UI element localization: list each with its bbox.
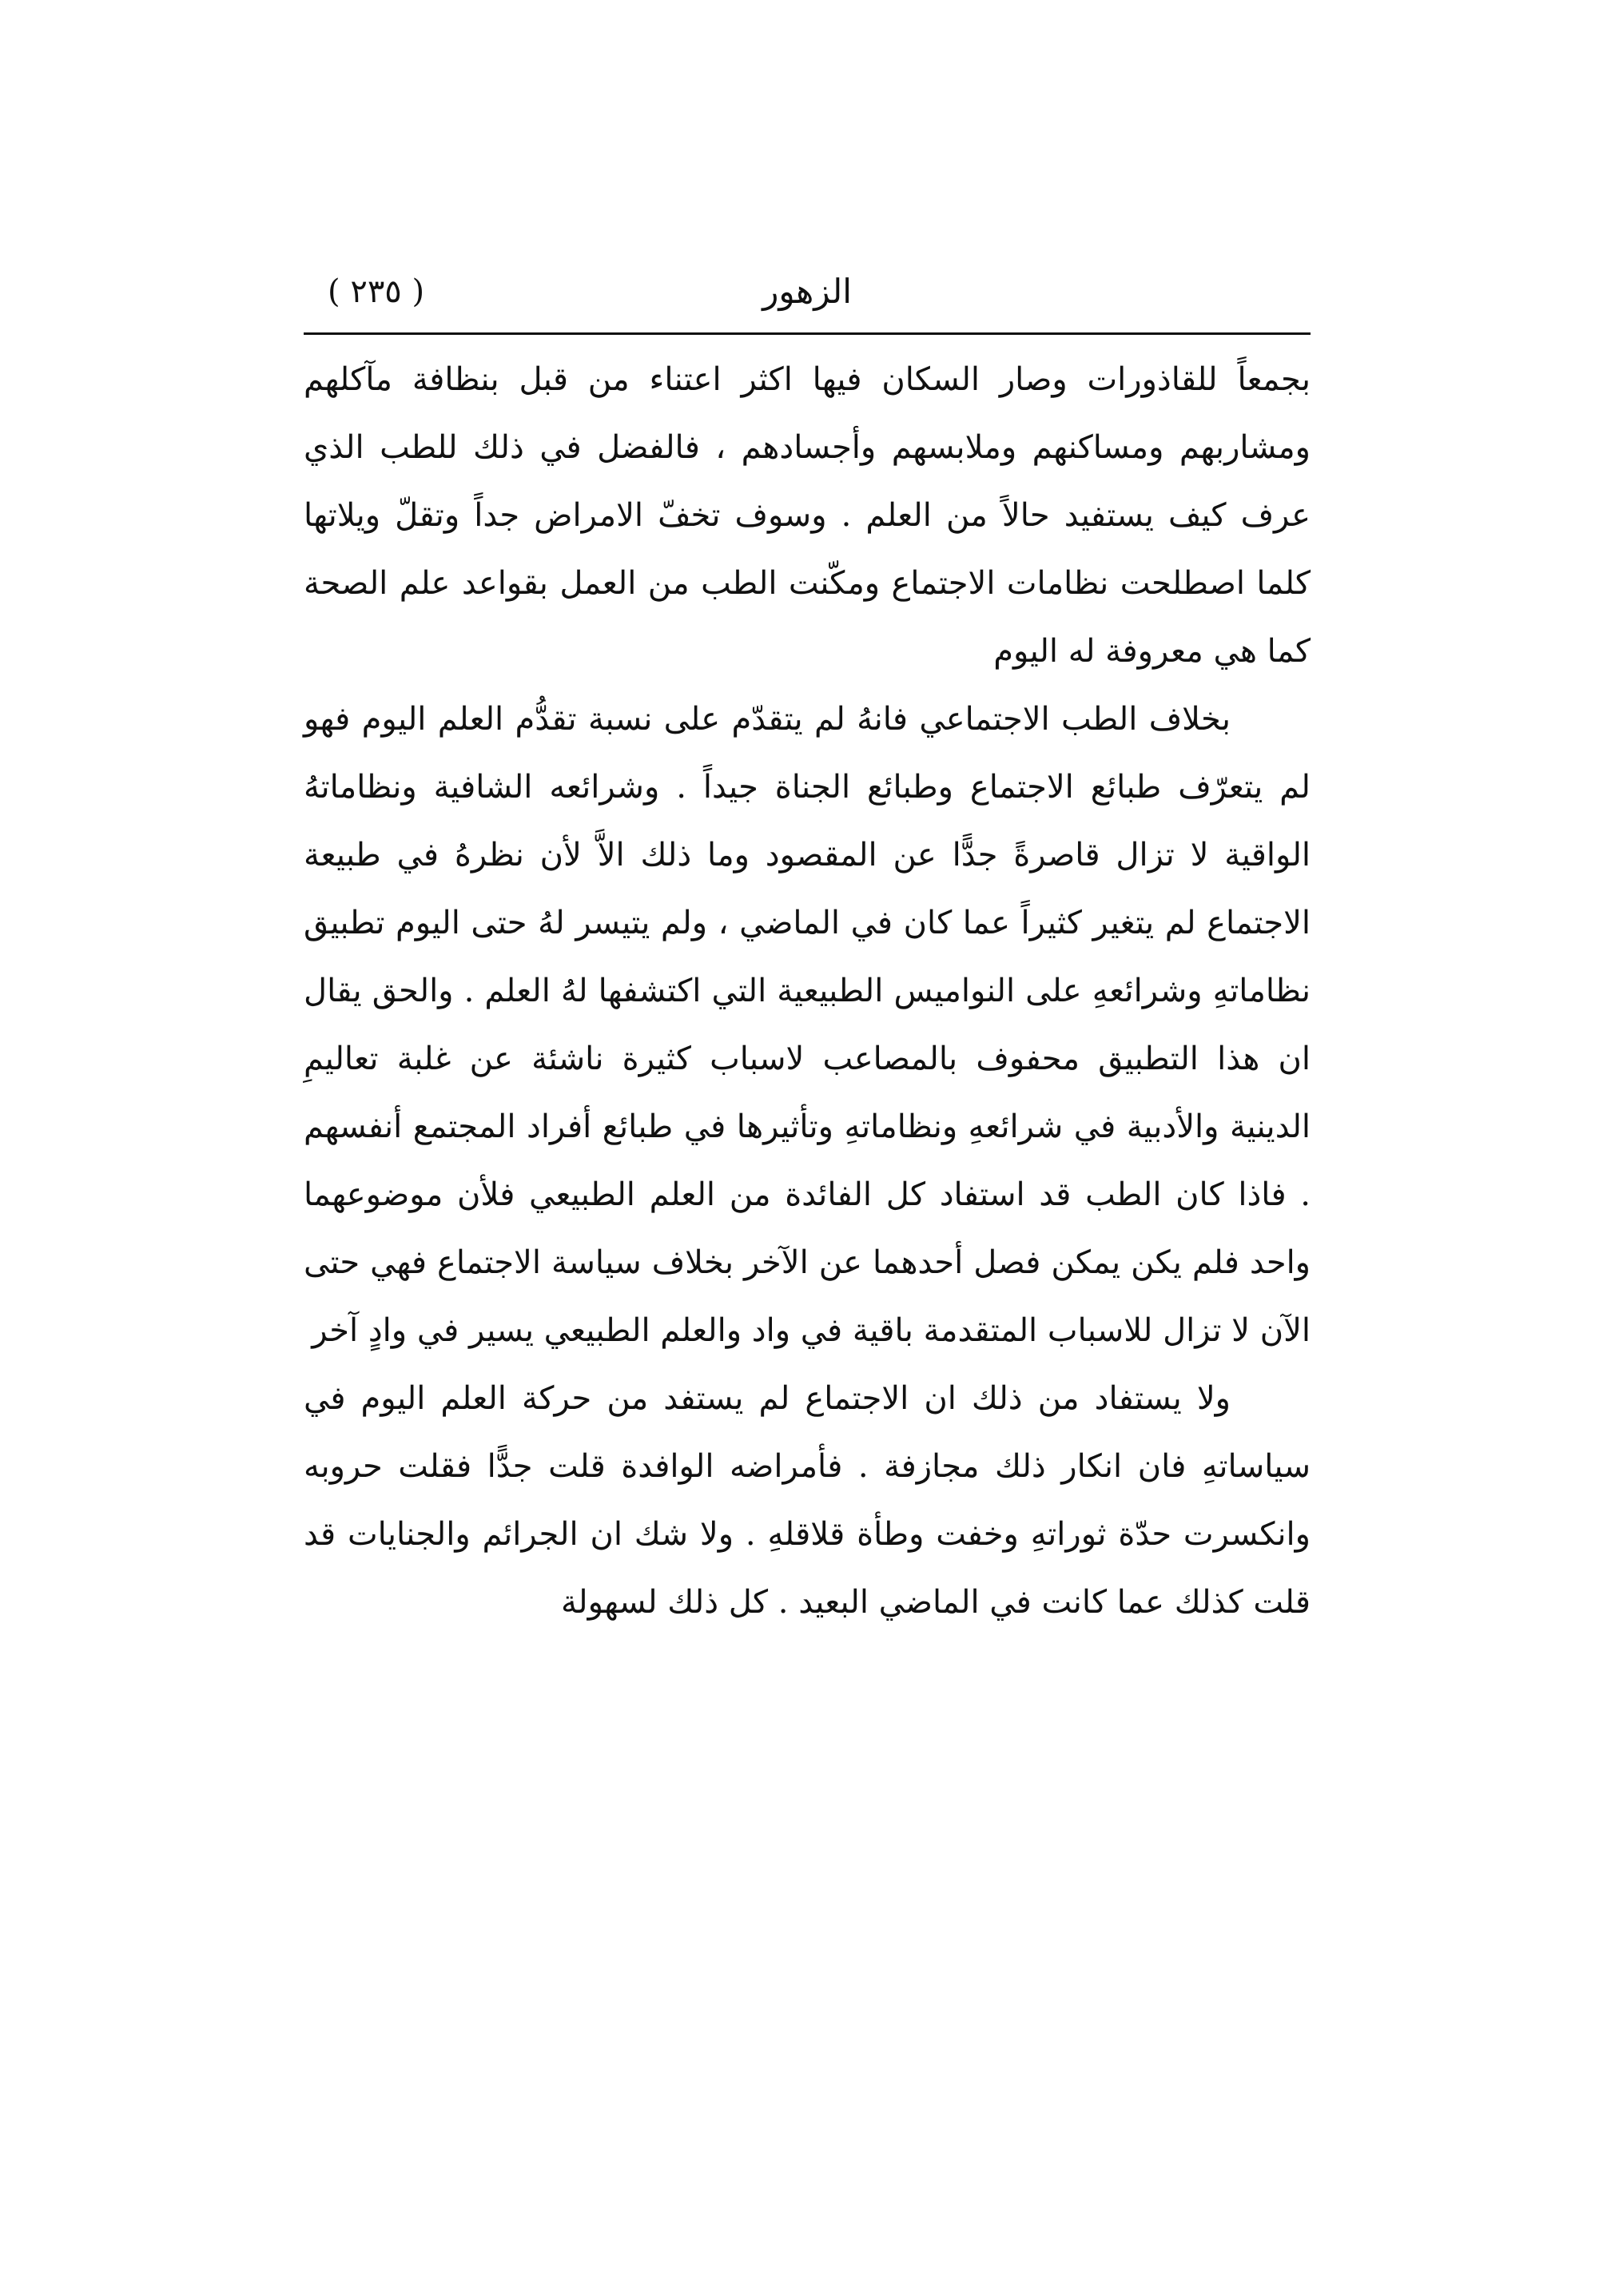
page-header [304,264,1311,332]
paragraph-continued: بجمعاً للقاذورات وصار السكان فيها اكثر اعتناء من قبل بنظافة مآكلهم ومشاربهم ومساكنهم وملابسهم وأجسادهم ، فالفضل في ذلك للطب الذي عرف كيف يستفيد حالاً من العلم . وسوف تخفّ الامراض جداً وتقلّ ويلاتها كلما اصطلحت نظامات الاجتماع ومكّنت الطب من العمل بقواعد علم الصحة كما هي معروفة له اليوم [304,361,1311,670]
paragraph: ولا يستفاد من ذلك ان الاجتماع لم يستفد من حركة العلم اليوم في سياساتهِ فان انكار ذلك مجازفة . فأمراضه الوافدة قلت جدًّا فقلت حروبه وانكسرت حدّة ثوراتهِ وخفت وطأة قلاقلهِ . ولا شك ان الجرائم والجنايات قد قلت كذلك عما كانت في الماضي البعيد . كل ذلك لسهولة [304,1380,1311,1621]
running-title: الزهور [762,272,852,311]
header-rule [304,332,1311,335]
book-page [304,264,1311,1637]
paragraph: بخلاف الطب الاجتماعي فانهُ لم يتقدّم على نسبة تقدُّم العلم اليوم فهو لم يتعرّف طبائع الاجتماع وطبائع الجناة جيداً . وشرائعه الشافية ونظاماتهُ الواقية لا تزال قاصرةً جدًّا عن المقصود وما ذلك الاَّ لأن نظرهُ في طبيعة الاجتماع لم يتغير كثيراً عما كان في الماضي ، ولم يتيسر لهُ حتى اليوم تطبيق نظاماتهِ وشرائعهِ على النواميس الطبيعية التي اكتشفها لهُ العلم . والحق يقال ان هذا التطبيق محفوف بالمصاعب لاسباب كثيرة ناشئة عن غلبة تعاليمِ الدينية والأدبية في شرائعهِ ونظاماتهِ وتأثيرها في طبائع أفراد المجتمع أنفسهم . فاذا كان الطب قد استفاد كل الفائدة من العلم الطبيعي فلأن موضوعهما واحد فلم يكن يمكن فصل أحدهما عن الآخر بخلاف سياسة الاجتماع فهي حتى الآن لا تزال للاسباب المتقدمة باقية في واد والعلم الطبيعي يسير في وادٍ آخر [304,701,1311,1349]
body-text [304,346,1311,1637]
page-number: ( ٢٣٥ ) [328,273,425,310]
